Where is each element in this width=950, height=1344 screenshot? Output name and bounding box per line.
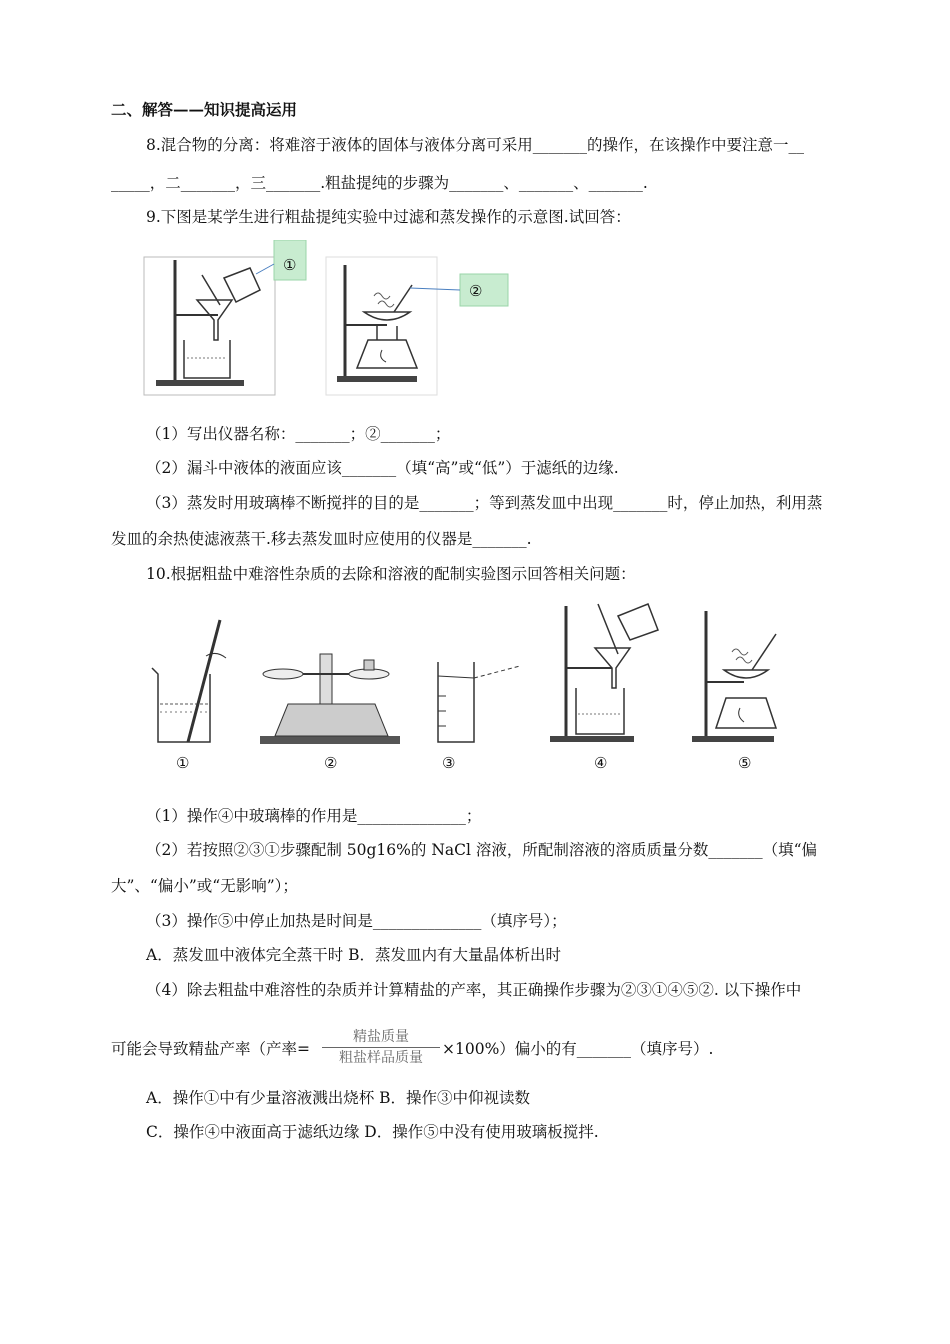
q10-figure: [140, 596, 800, 756]
fraction-denominator: 粗盐样品质量: [339, 1050, 423, 1066]
q10-part2-line1: （2）若按照②③①步骤配制 50g16%的 NaCl 溶液，所配制溶液的溶质质量分数_______（填“偏: [146, 841, 818, 859]
section-title: 二、解答——知识提高运用: [111, 100, 298, 119]
q10-part4-suffix: ×100%）偏小的有_______（填序号）.: [442, 1040, 714, 1058]
q10-fig-label-5: ⑤: [738, 754, 752, 772]
fraction-bar: [322, 1047, 440, 1048]
q10-part3-options: A．蒸发皿中液体完全蒸干时 B．蒸发皿内有大量晶体析出时: [146, 946, 562, 964]
q10-options-cd: C．操作④中液面高于滤纸边缘 D．操作⑤中没有使用玻璃板搅拌.: [146, 1123, 599, 1141]
q9-label-2: ②: [469, 282, 483, 300]
q10-fig-label-3: ③: [442, 754, 456, 772]
q9-part3-line1: （3）蒸发时用玻璃棒不断搅拌的目的是_______；等到蒸发皿中出现_______时，停止加热，利用蒸: [146, 494, 823, 512]
q10-fig-label-2: ②: [324, 754, 338, 772]
q9-part3-line2: 发皿的余热使滤液蒸干.移去蒸发皿时应使用的仪器是_______.: [111, 530, 532, 548]
q9-stem: 9.下图是某学生进行粗盐提纯实验中过滤和蒸发操作的示意图.试回答：: [146, 208, 631, 226]
q10-part3: （3）操作⑤中停止加热是时间是______________（填序号）；: [146, 912, 567, 930]
q9-part2: （2）漏斗中液体的液面应该_______（填“高”或“低”）于滤纸的边缘.: [146, 459, 619, 477]
q8-line1: 8.混合物的分离：将难溶于液体的固体与液体分离可采用_______的操作，在该操作中要注意一__: [146, 136, 805, 154]
yield-fraction: [322, 1028, 440, 1067]
q10-fig-label-1: ①: [176, 754, 190, 772]
q9-label-1: ①: [283, 256, 297, 274]
q9-part1: （1）写出仪器名称：_______；②_______；: [146, 425, 451, 443]
q10-stem: 10.根据粗盐中难溶性杂质的去除和溶液的配制实验图示回答相关问题：: [146, 565, 636, 583]
q10-part1: （1）操作④中玻璃棒的作用是______________；: [146, 807, 482, 825]
q8-line2: _____，二_______，三_______.粗盐提纯的步骤为_______、_______、_______.: [111, 174, 648, 192]
q10-part4-line1: （4）除去粗盐中难溶性的杂质并计算精盐的产率，其正确操作步骤为②③①④⑤②. 以下操作中: [146, 981, 802, 999]
q10-fig-label-4: ④: [594, 754, 608, 772]
fraction-numerator: 精盐质量: [353, 1029, 409, 1045]
q10-part4-prefix: 可能会导致精盐产率（产率=: [111, 1040, 310, 1058]
q10-options-ab: A．操作①中有少量溶液溅出烧杯 B．操作③中仰视读数: [146, 1089, 531, 1107]
q10-part2-line2: 大”、“偏小”或“无影响”）；: [111, 877, 298, 895]
q9-figure: [142, 240, 522, 400]
